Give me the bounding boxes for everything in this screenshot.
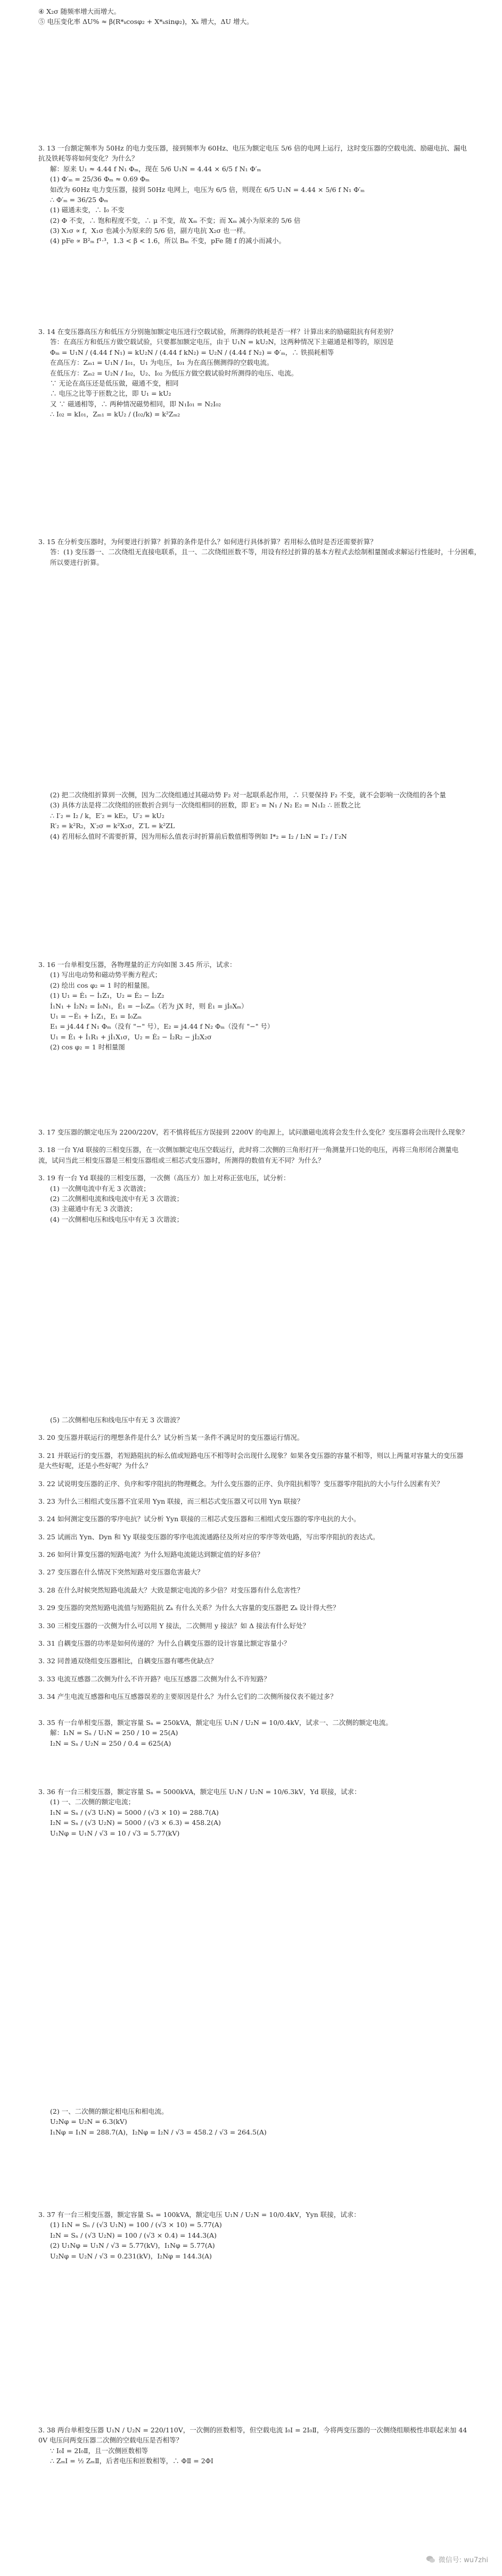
answer-line: 解：原来 U₁ ≈ 4.44 f N₁ Φₘ，现在 5/6 U₁N = 4.44 × 6/5 f N₁ Φ′ₘ <box>50 164 261 173</box>
question-line: 3. 28 在什么时候突然短路电流最大？大致是额定电流的多少倍？对变压器有什么危害性？ <box>38 1586 304 1594</box>
question-3-16 <box>0 952 502 1052</box>
question-line: 3. 22 试说明变压器的正序、负序和零序阻抗的物理概念。为什么变压器的正序、负序阻抗相等？变压器零序阻抗的大小与什么因素有关？ <box>38 1479 443 1488</box>
sub-question: (4) 一次侧相电压和线电压中有无 3 次谐波； <box>50 1215 184 1223</box>
answer-line: 又 ∵ 磁通相等，∴ 两种情况磁势相同，即 N₁I₀₁ = N₂I₀₂ <box>50 399 221 408</box>
question-line: 3. 18 一台 Y/d 联接的三相变压器，在一次侧加额定电压空载运行，此时将二次侧的三角形打开一角测量开口处的电压，再将三角形闭合测量电流，试问当此三相变压器是三相变压器组或三相芯式变压器时，所测得的数值有无不同？为什么？ <box>38 1146 459 1164</box>
answer-line: (4) 若用标么值时不需要折算，因为用标么值表示时折算前后数值相等例如 I*₂ = I₂ / I₂N = I′₂ / I′₂N <box>50 832 347 840</box>
sub-question: (1) 一次侧电流中有无 3 次谐波； <box>50 1184 150 1193</box>
answer-line: I₂N = Sₙ / U₂N = 250 / 0.4 = 625(A) <box>50 1739 171 1747</box>
answer-line: (1) I₁N = Sₙ / (√3 U₁N) = 100 / (√3 × 10) = 5.77(A) <box>50 2221 222 2229</box>
answer-line: (4) pFe ∝ B²ₘ f¹·³，1.3 < β < 1.6，所以 Bₘ 不变，pFe 随 f 的减小而减小。 <box>50 237 285 245</box>
question-title: 3. 37 有一台三相变压器，额定容量 Sₙ = 100kVA，额定电压 U₁N / U₂N = 10/0.4kV，Yyn 联接，试求： <box>38 2211 360 2219</box>
question-line: 3. 21 并联运行的变压器，若短路阻抗的标么值或短路电压不相等时会出现什么现象？如果各变压器的容量不相等，则以上两量对容量大的变压器是大些好呢，还是小些好呢？为什么？ <box>38 1451 464 1470</box>
answer-line: 解：I₁N = Sₙ / U₁N = 250 / 10 = 25(A) <box>50 1729 178 1737</box>
answer-line: (2) 一、二次侧的额定相电压和相电流。 <box>50 2107 168 2115</box>
question-3-15 <box>0 529 502 568</box>
answer-line: U₁Nφ = U₁N / √3 = 10 / √3 = 5.77(kV) <box>50 1829 180 1837</box>
sub-question: (1) 写出电动势和磁动势平衡方程式； <box>50 971 162 979</box>
question-title: 3. 16 一台单相变压器，各物理量的正方向如图 3.45 所示，试求： <box>38 961 236 969</box>
answer-line: (1) 磁通未变，∴ I₀ 不变 <box>50 206 125 214</box>
question-title: 3. 14 在变压器高压方和低压方分别施加额定电压进行空载试验，所测得的铁耗是否一样？计算出来的励磁阻抗有何差别？ <box>38 328 397 336</box>
question-line: 3. 33 电流互感器二次侧为什么不许开路？电压互感器二次侧为什么不许短路？ <box>38 1674 270 1683</box>
question-3-13 <box>0 136 502 246</box>
question-3-35 <box>0 1710 502 1748</box>
sub-question: (3) 主磁通中有无 3 次谐波； <box>50 1205 137 1213</box>
sub-question: (2) 二次侧相电流和线电流中有无 3 次谐波； <box>50 1194 184 1203</box>
answer-line: ∴ I₀₂ = kI₀₁，Zₘ₁ = kU₂ / (I₀₂/k) = k²Zₘ₂ <box>50 410 180 418</box>
question-line: 3. 32 同普通双绕组变压器相比，自耦变压器有哪些优缺点？ <box>38 1657 217 1665</box>
question-line: 3. 23 为什么三相组式变压器不宜采用 Yyn 联接，而三相芯式变压器又可以用 Yyn 联接？ <box>38 1497 304 1505</box>
question-3-14 <box>0 319 502 419</box>
answer-line: ∴ ZₘⅠ = ½ ZₘⅡ，后者电压和匝数相等，∴ ΦⅡ = 2ΦⅠ <box>50 2457 213 2465</box>
answer-line: U₂Nφ = U₂N / √3 = 0.231(kV)，I₂Nφ = 144.3(A) <box>50 2252 212 2260</box>
questions-3-19-continued <box>0 1415 502 1702</box>
answer-line: (1) U₁ = Ė₁ − İ₁Z₁，U₂ = Ė₂ − İ₂Z₂ <box>50 991 164 1000</box>
question-line: 3. 20 变压器并联运行的理想条件是什么？试分析当某一条件不满足时的变压器运行情况。 <box>38 1433 304 1442</box>
answer-line: (3) X₁σ ∝ f，X₁σ 也减小为原来的 5/6 倍，副方电抗 X₂σ 也一样。 <box>50 227 250 235</box>
answer-line: (2) 把二次绕组折算到一次侧，因为二次绕组通过其磁动势 F₂ 对一起联系起作用，∴ 只要保持 F₂ 不变，就不会影响一次绕组的各个量 <box>50 791 446 799</box>
answer-line: ∵ I₀Ⅰ = 2I₀Ⅱ，且一次侧匝数相等 <box>50 2446 149 2455</box>
question-line: 3. 17 变压器的额定电压为 2200/220V，若不慎将低压方误接到 2200V 的电源上，试问激磁电流将会发生什么变化？变压器将会出现什么现象？ <box>38 1128 468 1136</box>
question-title: 3. 35 有一台单相变压器，额定容量 Sₙ = 250kVA，额定电压 U₁N / U₂N = 10/0.4kV，试求一、二次侧的额定电流。 <box>38 1719 392 1727</box>
question-line: 3. 19 有一台 Yd 联接的三相变压器，一次侧（高压方）加上对称正弦电压，试分析： <box>38 1174 290 1182</box>
text-line: ⑤ 电压变化率 ΔU% ≈ β(R*ₖcosφ₂ + X*ₖsinφ₂)，Xₖ 增大，ΔU 增大。 <box>38 18 253 26</box>
answer-line: R′₂ = k²R₂，X′₂σ = k²X₂σ，Z′L = k²ZL <box>50 822 175 830</box>
answer-line: ∴ 电压之比等于匝数之比，即 U₁ = kU₂ <box>50 389 171 398</box>
answer-line: U₂Nφ = U₂N = 6.3(kV) <box>50 2118 127 2126</box>
answer-line: E₁ = j4.44 f N₁ Φₘ（没有 "−" 号），E₂ = j4.44 f N₂ Φₘ（没有 "−" 号） <box>50 1022 274 1031</box>
question-line: 3. 29 变压器的突然短路电流值与短路阻抗 Zₖ 有什么关系？为什么大容量的变压器把 Zₖ 设计得大些？ <box>38 1604 340 1612</box>
answer-line: (2) cos φ₂ = 1 时相量图 <box>50 1043 125 1051</box>
question-title: 3. 13 一台额定频率为 50Hz 的电力变压器，接到频率为 60Hz、电压为额定电压 5/6 倍的电网上运行，这时变压器的空载电流、励磁电抗、漏电抗及铁耗等将如何变化？为什么？ <box>38 144 467 163</box>
watermark <box>426 2554 488 2564</box>
answer-line: (1) Φ′ₘ = 25/36 Φₘ ≈ 0.69 Φₘ <box>50 175 150 184</box>
question-3-15-continued <box>0 790 502 841</box>
question-line: 3. 26 如何计算变压器的短路电流？为什么短路电流能达到额定值的好多倍？ <box>38 1550 264 1558</box>
answer-line: (2) Φ 不变，∴ 饱和程度不变，∴ μ 不变，故 Xₘ 不变；而 Xₘ 减小为原来的 5/6 倍 <box>50 216 301 224</box>
answer-line: I₁N = Sₙ / (√3 U₁N) = 5000 / (√3 × 10) = 288.7(A) <box>50 1808 219 1816</box>
answer-line: U₁ = −Ė₁ + İ₁Z₁，E₁ = I₀Zₘ <box>50 1012 142 1020</box>
answer-line: 答：(1) 变压器一、二次绕组无直接电联系，且一、二次绕组匝数不等，用设有经过折算的基本方程式去绘制相量图或求解运行性能时，十分困难，所以要进行折算。 <box>50 548 481 566</box>
answer-line: ∵ 无论在高压还是低压做，磁通不变，相同 <box>50 379 179 387</box>
question-3-37 <box>0 2202 502 2261</box>
question-line: 3. 34 产生电流互感器和电压互感器误差的主要原因是什么？为什么它们的二次侧所接仪表不能过多？ <box>38 1693 337 1700</box>
sub-question: (2) 绘出 cos φ₂ = 1 时的相量图。 <box>50 981 154 989</box>
answer-line: 如改为 60Hz 电力变压器，接到 50Hz 电网上，电压为 6/5 倍，则现在 6/5 U₁N = 4.44 × 5/6 f N₁ Φ′ₘ <box>50 185 365 194</box>
watermark-text: 微信号: wu7zhi <box>438 2556 488 2564</box>
answer-line: I₂N = Sₙ / (√3 U₂N) = 5000 / (√3 × 6.3) = 458.2(A) <box>50 1819 221 1827</box>
question-title: 3. 36 有一台三相变压器，额定容量 Sₙ = 5000kVA，额定电压 U₁N / U₂N = 10/6.3kV，Yd 联接，试求： <box>38 1788 361 1796</box>
question-line: 3. 31 自耦变压器的功率是如何传递的？为什么自耦变压器的设计容量比额定容量小？ <box>38 1639 291 1647</box>
sub-question: (5) 二次侧相电压和线电压中有无 3 次谐波？ <box>50 1416 184 1424</box>
answer-line: I₂N = Sₙ / (√3 U₂N) = 100 / (√3 × 0.4) = 144.3(A) <box>50 2231 217 2239</box>
question-3-38 <box>0 2417 502 2466</box>
answer-line: (1) 一、二次侧的额定电流； <box>50 1798 135 1806</box>
answer-line: Φₘ = U₁N / (4.44 f N₁) = kU₂N / (4.44 f kN₂) = U₂N / (4.44 f N₂) = Φ′ₘ，∴ 铁损耗相等 <box>50 348 334 356</box>
questions-3-17-to-3-34 <box>0 1120 502 1224</box>
question-line: 3. 25 试画出 Yyn、Dyn 和 Yy 联接变压器的零序电流流通路径及所对应的零序等效电路，写出零序阻抗的表达式。 <box>38 1532 380 1541</box>
answer-line: İ₁N₁ + İ₂N₂ = İ₀N₁，Ė₁ = −İ₀Zₘ（若为 jX 时，则 Ė₁ = jİ₀Xₘ） <box>50 1002 248 1010</box>
answer-line: I₁Nφ = I₁N = 288.7(A)，I₂Nφ = I₂N / √3 = 458.2 / √3 = 264.5(A) <box>50 2128 267 2136</box>
question-title: 3. 38 两台单相变压器 U₁N / U₂N = 220/110V，一次侧的匝数相等，但空载电流 I₀Ⅰ = 2I₀Ⅱ，今将两变压器的一次侧绕组顺极性串联起来加 440V 电压问两变压器二次侧的空载电压是否相等？ <box>38 2426 467 2445</box>
text-line: ④ X₂σ 随频率增大而增大。 <box>38 7 121 15</box>
answer-line: 在高压方：Zₘ₁ = U₁N / I₀₁，U₁ 为电压，I₀₁ 为在高压侧测得的空载电流。 <box>50 359 274 367</box>
question-3-36 <box>0 1779 502 1838</box>
answer-line: (2) U₁Nφ = U₁N / √3 = 5.77(kV)，I₁Nφ = 5.77(A) <box>50 2241 215 2250</box>
question-line: 3. 27 变压器在什么情况下突然短路对变压器危害最大？ <box>38 1568 204 1577</box>
top-section <box>0 6 502 27</box>
answer-line: 答：在高压方和低压方做空载试验，只要都加额定电压，由于 U₁N = kU₂N，这两种情况下主磁通是相等的，原因是 <box>50 338 394 346</box>
question-3-36-continued <box>0 2106 502 2137</box>
question-title: 3. 15 在分析变压器时，为何要进行折算？折算的条件是什么？如何进行具体折算？若用标么值时是否还需要折算？ <box>38 538 377 546</box>
question-line: 3. 30 三相变压器的一次侧为什么可以用 Y 接法，二次侧用 y 接法？如 Δ 接法有什么好处？ <box>38 1621 309 1630</box>
answer-line: 在低压方：Zₘ₂ = U₂N / I₀₂，U₂、I₀₂ 为低压方做空载试验时所测得的电压、电流。 <box>50 369 298 377</box>
answer-line: U₁ = Ė₁ + İ₁R₁ + jİ₁X₁σ，U₂ = Ė₂ − İ₂R₂ − jİ₂X₂σ <box>50 1032 212 1041</box>
question-line: 3. 24 如何测定变压器的零序电抗？试分析 Yyn 联接的三相芯式变压器和三相组式变压器的零序电抗的大小。 <box>38 1515 360 1523</box>
answer-line: ∴ Φ′ₘ = 36/25 Φₘ <box>50 195 109 204</box>
answer-line: ∴ I′₂ = I₂ / k，E′₂ = kE₂，U′₂ = kU₂ <box>50 811 164 820</box>
wechat-icon <box>426 2555 435 2564</box>
answer-line: (3) 具体方法是将二次绕组的匝数折合到与一次绕组相同的匝数，即 E′₂ = N₁ / N₂ E₂ = N₁I₂ ∴ 匝数之比 <box>50 801 361 810</box>
